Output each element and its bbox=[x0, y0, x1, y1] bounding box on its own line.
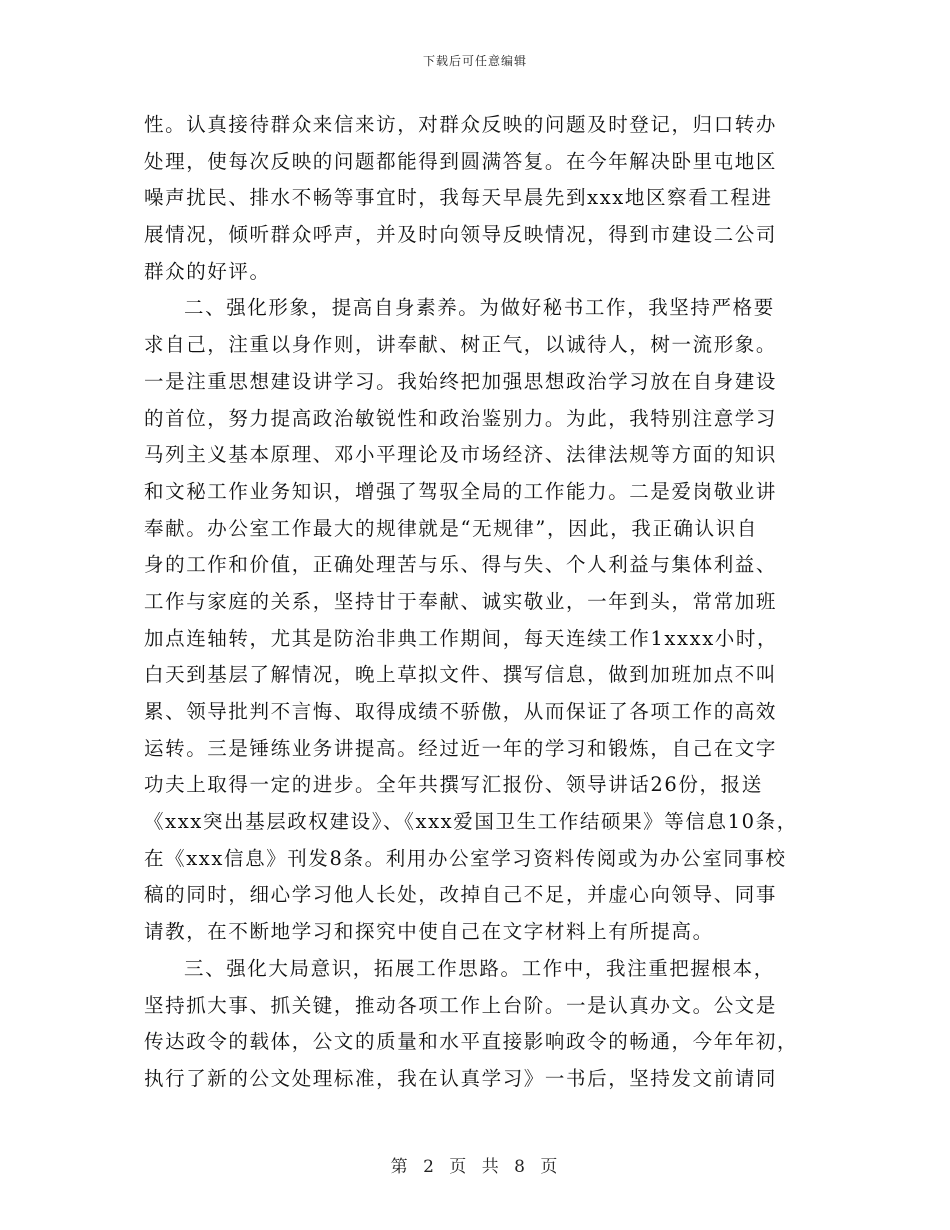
text-line: 三、强化大局意识，拓展工作思路。工作中，我注重把握根本， bbox=[184, 956, 775, 980]
text-line: 的首位，努力提高政治敏锐性和政治鉴别力。为此，我特别注意学习 bbox=[144, 406, 778, 430]
text-line: 工作与家庭的关系，坚持甘于奉献、诚实敬业，一年到头，常常加班 bbox=[144, 589, 778, 613]
text-line: 群众的好评。 bbox=[144, 259, 271, 283]
text-line: 加点连轴转，尤其是防治非典工作期间，每天连续工作1xxxx小时， bbox=[144, 626, 779, 650]
text-line: 在《xxx信息》刊发8条。利用办公室学习资料传阅或为办公室同事校 bbox=[144, 846, 787, 870]
text-line: 累、领导批判不言悔、取得成绩不骄傲，从而保证了各项工作的高效 bbox=[144, 700, 778, 723]
text-line: 一是注重思想建设讲学习。我始终把加强思想政治学习放在自身建设 bbox=[144, 369, 778, 393]
text-line: 运转。三是锤练业务讲提高。经过近一年的学习和锻炼，自己在文字 bbox=[144, 736, 778, 760]
text-line: 传达政令的载体，公文的质量和水平直接影响政令的畅通，今年年初， bbox=[144, 1030, 799, 1054]
page-number: 第 2 页 共 8 页 bbox=[390, 1157, 560, 1177]
text-line: 执行了新的公文处理标准，我在认真学习》一书后，坚持发文前请同 bbox=[144, 1066, 778, 1090]
text-line: 奉献。办公室工作最大的规律就是“无规律”，因此，我正确认识自 bbox=[144, 516, 758, 540]
text-line: 请教，在不断地学习和探究中使自己在文字材料上有所提高。 bbox=[144, 920, 714, 944]
text-line: 马列主义基本原理、邓小平理论及市场经济、法律法规等方面的知识 bbox=[144, 443, 778, 467]
text-line: 白天到基层了解情况，晚上草拟文件、撰写信息，做到加班加点不叫 bbox=[144, 663, 778, 687]
text-line: 稿的同时，细心学习他人长处，改掉自己不足，并虚心向领导、同事 bbox=[144, 883, 778, 907]
document-body bbox=[144, 107, 824, 1098]
text-line: 处理，使每次反映的问题都能得到圆满答复。在今年解决卧里屯地区 bbox=[144, 149, 778, 173]
text-line: 《xxx突出基层政权建设》、《xxx爱国卫生工作结硕果》等信息10条， bbox=[144, 810, 798, 834]
text-line: 二、强化形象，提高自身素养。为做好秘书工作，我坚持严格要 bbox=[184, 296, 775, 320]
text-line: 噪声扰民、排水不畅等事宜时，我每天早晨先到xxx地区察看工程进 bbox=[144, 186, 773, 210]
page-header: 下载后可任意编辑 bbox=[422, 54, 527, 68]
text-line: 坚持抓大事、抓关键，推动各项工作上台阶。一是认真办文。公文是 bbox=[144, 993, 778, 1017]
text-line: 展情况，倾听群众呼声，并及时向领导反映情况，得到市建设二公司 bbox=[144, 223, 778, 247]
text-line: 和文秘工作业务知识，增强了驾驭全局的工作能力。二是爱岗敬业讲 bbox=[144, 479, 778, 503]
text-line: 身的工作和价值，正确处理苦与乐、得与失、个人利益与集体利益、 bbox=[144, 553, 778, 577]
text-line: 求自己，注重以身作则，讲奉献、树正气，以诚待人，树一流形象。 bbox=[144, 333, 778, 357]
text-line: 性。认真接待群众来信来访，对群众反映的问题及时登记，归口转办 bbox=[144, 113, 778, 136]
text-line: 功夫上取得一定的进步。全年共撰写汇报份、领导讲话26份，报送 bbox=[144, 773, 763, 797]
